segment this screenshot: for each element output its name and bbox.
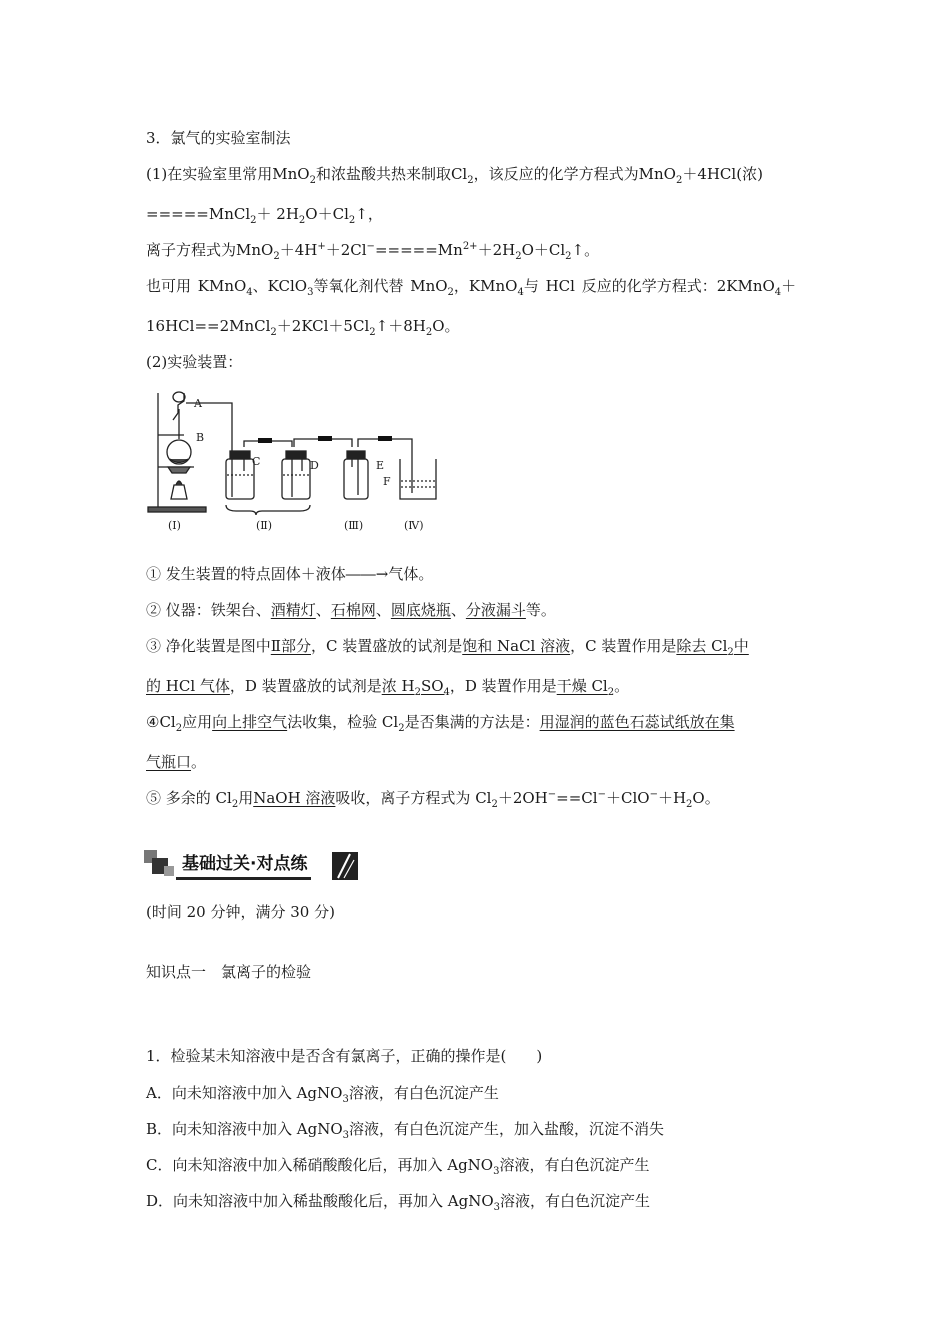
banner-title: 基础过关·对点练 <box>176 851 311 880</box>
diagram-part-1: (Ⅰ) <box>168 519 181 532</box>
diagram-label-a: A <box>194 397 202 410</box>
apparatus-heading: (2)实验装置： <box>146 353 243 371</box>
diagram-label-e: E <box>376 459 385 472</box>
banner-square-icon <box>164 866 174 876</box>
diagram-label-b: B <box>196 431 205 444</box>
statement-3-line-2: 的 HCl 气体，D 装置盛放的试剂是浓 $H_2SO_4$，D 装置作用是干燥 $Cl_2$。 <box>146 677 630 698</box>
knowledge-point: 知识点一 氯离子的检验 <box>146 963 312 981</box>
option-b: B．向未知溶液中加入 AgNO$_3$溶液，有白色沉淀产生，加入盐酸，沉淀不消失 <box>146 1120 665 1141</box>
bottle-c <box>226 451 254 499</box>
ionic-equation: 离子方程式为$MnO_2+4H^++2Cl^-=====Mn^{2+}+2H_2O+Cl_2↑$。 <box>146 241 600 262</box>
brace-ii <box>226 505 310 515</box>
diagram-part-2: (Ⅱ) <box>256 519 273 532</box>
section-title: 3．氯气的实验室制法 <box>146 129 291 147</box>
diagram-label-c: C <box>252 455 261 468</box>
alternative-oxidant-line-2: $16HCl==2MnCl_2+2KCl+5Cl_2↑+8H_2O$。 <box>146 317 460 338</box>
stand-and-flask <box>148 392 206 512</box>
option-a: A．向未知溶液中加入 AgNO$_3$溶液，有白色沉淀产生 <box>146 1084 499 1105</box>
paragraph-1-line-2: =====MnCl$_2$＋ $2H_2O+Cl_2↑$， <box>146 205 383 226</box>
paragraph-1-line-1: (1)在实验室里常用MnO$_2$和浓盐酸共热来制取$Cl_2$，该反应的化学方程式为MnO$_2$＋4HCl(浓) <box>146 165 763 186</box>
practice-banner <box>144 848 364 884</box>
option-d: D．向未知溶液中加入稀盐酸酸化后，再加入 AgNO$_3$溶液，有白色沉淀产生 <box>146 1192 651 1213</box>
option-c: C．向未知溶液中加入稀硝酸酸化后，再加入 AgNO$_3$溶液，有白色沉淀产生 <box>146 1156 650 1177</box>
bottle-e <box>344 451 368 499</box>
question-stem: 1．检验某未知溶液中是否含有氯离子，正确的操作是( ) <box>146 1047 543 1065</box>
diagram-part-3: (Ⅲ) <box>344 519 364 532</box>
alternative-oxidant-line-1: 也可用 KMnO$_4$、KClO$_3$等氧化剂代替 MnO$_2$，KMnO$_4$与 HCl 反应的化学方程式：2KMnO$_4$＋ <box>146 277 797 298</box>
statement-1: ① 发生装置的特点固体＋液体――→气体。 <box>146 565 434 583</box>
statement-5: ⑤ 多余的 $Cl_2$用NaOH 溶液吸收，离子方程式为 $Cl_2+2OH^-==Cl^-+ClO^-+H_2O$。 <box>146 789 720 810</box>
bottle-d <box>282 451 310 499</box>
beaker-f <box>400 459 436 499</box>
diagram-label-f: F <box>383 475 391 488</box>
statement-4-line-2: 气瓶口。 <box>146 753 207 771</box>
apparatus-diagram <box>146 387 446 535</box>
banner-slash-icon <box>330 848 360 882</box>
diagram-label-d: D <box>310 459 319 472</box>
time-note: (时间 20 分钟，满分 30 分) <box>146 903 335 921</box>
statement-3-line-1: ③ 净化装置是图中Ⅱ部分，C 装置盛放的试剂是饱和 NaCl 溶液，C 装置作用是除去 $Cl_2$中 <box>146 637 749 658</box>
statement-2: ② 仪器：铁架台、酒精灯、石棉网、圆底烧瓶、分液漏斗等。 <box>146 601 556 619</box>
diagram-part-4: (Ⅳ) <box>404 519 424 532</box>
statement-4-line-1: $④Cl_2$应用向上排空气法收集，检验 $Cl_2$是否集满的方法是：用湿润的蓝色石蕊试纸放在集 <box>146 713 735 734</box>
